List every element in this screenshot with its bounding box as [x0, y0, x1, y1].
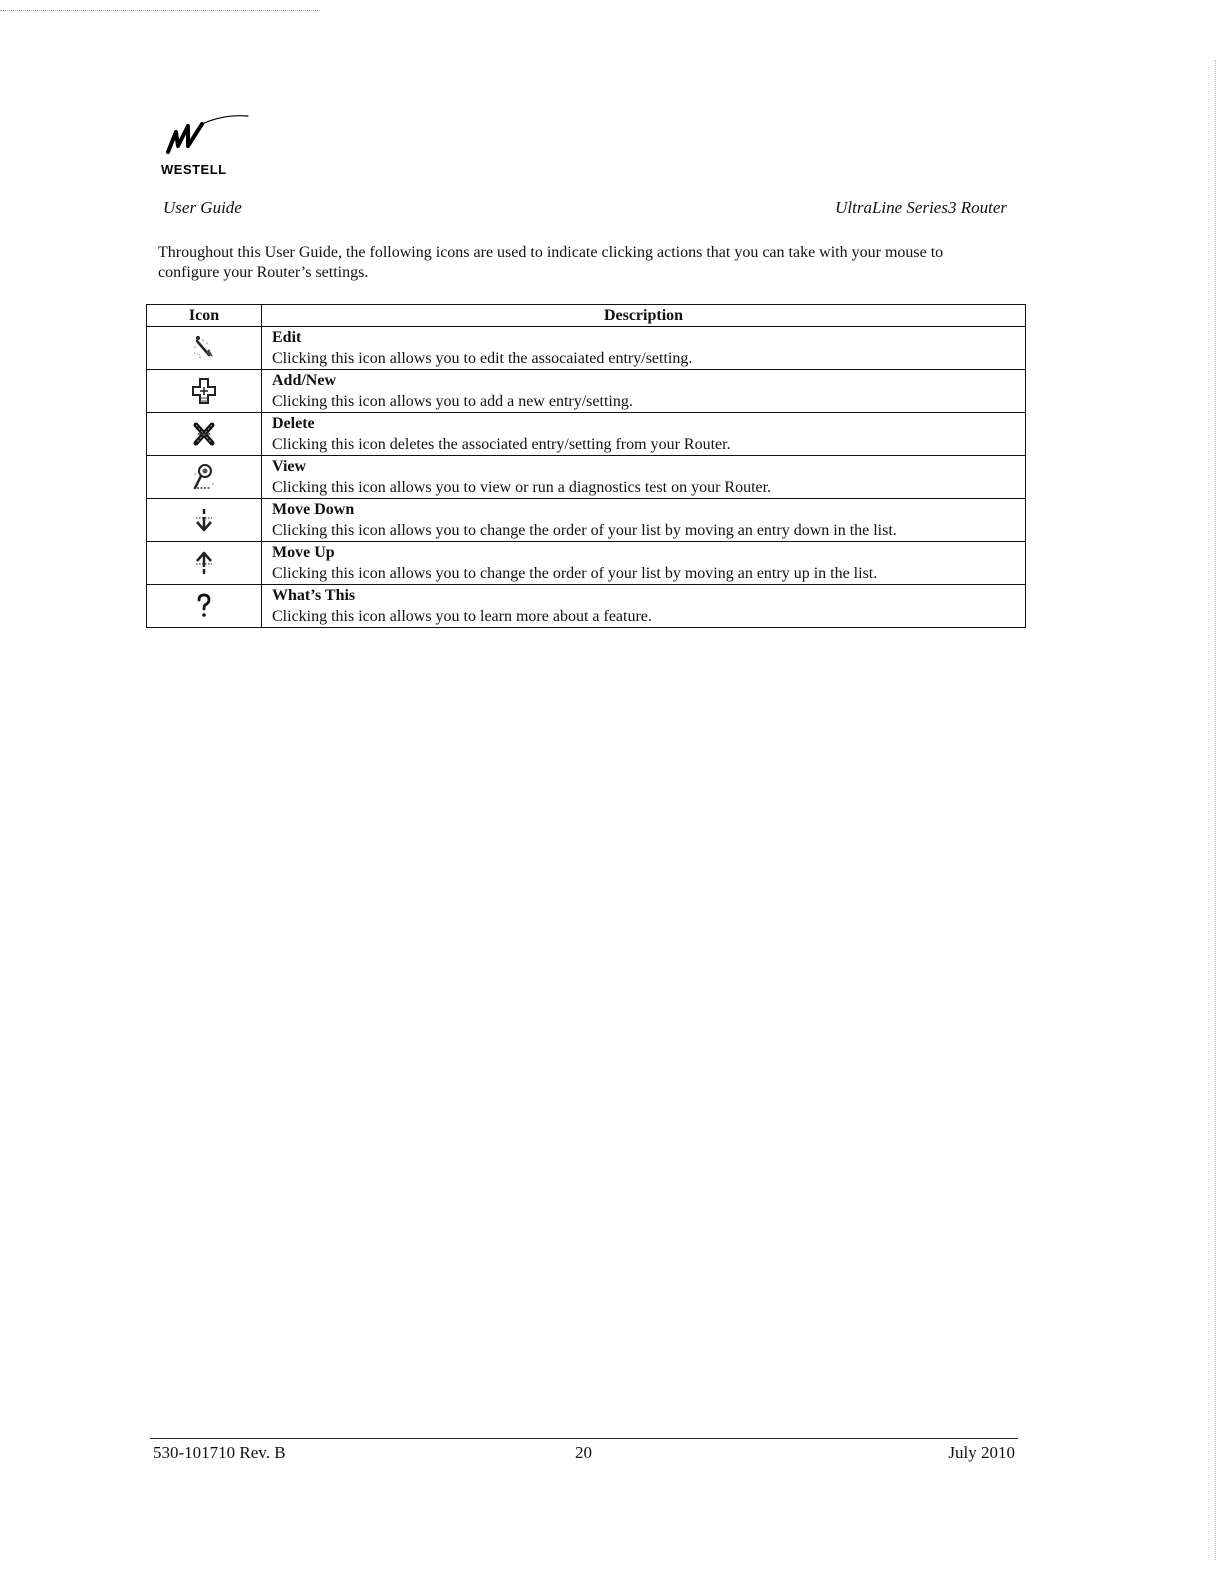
footer-date: July 2010	[948, 1443, 1015, 1462]
logo-text: WESTELL	[161, 162, 227, 177]
table-cell-description	[262, 413, 1026, 456]
table-cell-description	[262, 456, 1026, 499]
table-cell-description	[262, 499, 1026, 542]
edit-icon	[191, 333, 217, 363]
table-header-description: Description	[262, 305, 1026, 327]
table-cell-description	[262, 542, 1026, 585]
edit-title: Edit	[272, 329, 302, 346]
move-up-icon	[192, 549, 216, 577]
table-cell-icon	[147, 542, 262, 585]
move-down-text: Clicking this icon allows you to change the order of your list by moving an entry down in the list.	[272, 522, 897, 539]
view-text: Clicking this icon allows you to view or run a diagnostics test on your Router.	[272, 479, 772, 496]
edit-text: Clicking this icon allows you to edit the assocaiated entry/setting.	[272, 350, 693, 367]
intro-paragraph: Throughout this User Guide, the following icons are used to indicate clicking actions that you can take with your mouse to configure your Router’s settings.	[158, 244, 944, 281]
scan-artifact-edge	[1215, 60, 1216, 1560]
table-cell-icon	[147, 585, 262, 628]
footer-page-number: 20	[575, 1443, 592, 1462]
add-new-text: Clicking this icon allows you to add a new entry/setting.	[272, 393, 633, 410]
footer-doc-number: 530-101710 Rev. B	[153, 1443, 286, 1462]
move-down-title: Move Down	[272, 501, 355, 518]
table-cell-description	[262, 327, 1026, 370]
delete-text: Clicking this icon deletes the associated entry/setting from your Router.	[272, 436, 731, 453]
table-row	[147, 499, 1026, 542]
scan-artifact-top	[0, 10, 320, 11]
delete-icon	[192, 421, 216, 447]
table-row	[147, 585, 1026, 628]
table-row	[147, 370, 1026, 413]
whats-this-title: What’s This	[272, 587, 356, 604]
view-title: View	[272, 458, 307, 475]
icon-table	[146, 304, 1026, 628]
westell-logo	[158, 112, 268, 184]
add-new-title: Add/New	[272, 372, 337, 389]
delete-title: Delete	[272, 415, 315, 432]
table-row	[147, 413, 1026, 456]
add-new-icon	[191, 377, 217, 405]
table-row	[147, 542, 1026, 585]
header-right: UltraLine Series3 Router	[835, 198, 1007, 217]
table-header-icon: Icon	[147, 305, 262, 327]
move-up-title: Move Up	[272, 544, 335, 561]
table-cell-icon	[147, 413, 262, 456]
view-icon	[191, 462, 217, 492]
table-row	[147, 456, 1026, 499]
question-mark-icon	[194, 592, 214, 620]
move-down-icon	[192, 506, 216, 534]
table-cell-description	[262, 370, 1026, 413]
westell-logo-icon	[162, 112, 254, 160]
header-left: User Guide	[163, 198, 242, 217]
footer-divider	[150, 1438, 1018, 1439]
table-cell-icon	[147, 456, 262, 499]
table-cell-icon	[147, 327, 262, 370]
table-cell-icon	[147, 370, 262, 413]
whats-this-text: Clicking this icon allows you to learn more about a feature.	[272, 608, 652, 625]
table-cell-description	[262, 585, 1026, 628]
table-cell-icon	[147, 499, 262, 542]
table-header-row	[147, 305, 1026, 327]
table-row	[147, 327, 1026, 370]
move-up-text: Clicking this icon allows you to change the order of your list by moving an entry up in the list.	[272, 565, 878, 582]
